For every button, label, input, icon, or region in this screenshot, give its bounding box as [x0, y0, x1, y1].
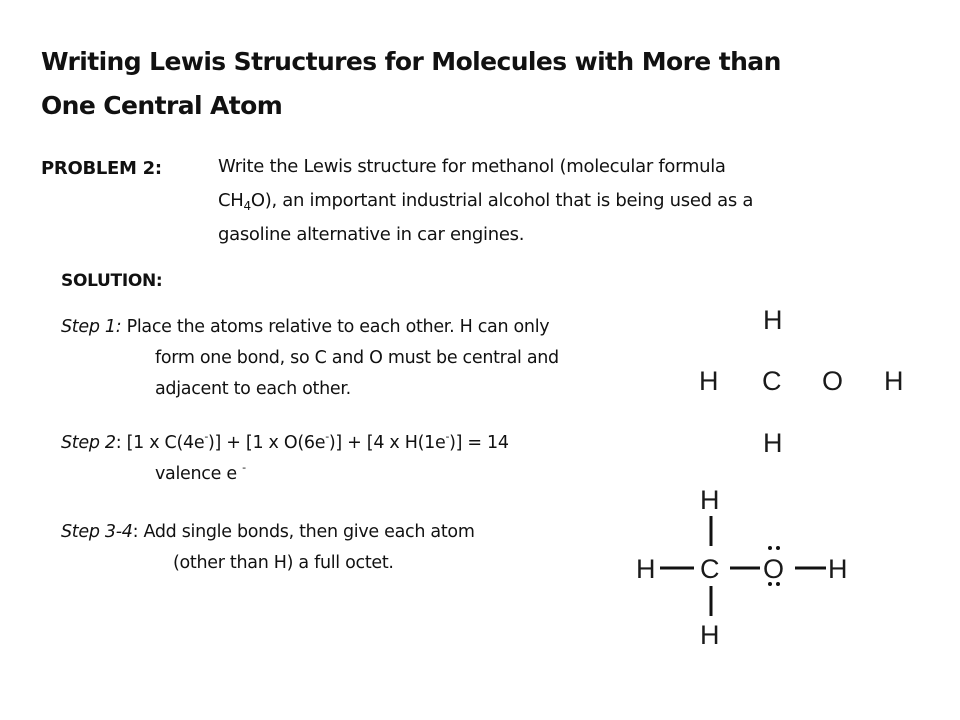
- step-2-sup-3: -: [445, 430, 450, 443]
- skeleton-atom-o: O: [822, 366, 844, 396]
- step-2-lead: Step 2: [61, 433, 116, 453]
- step-1-text-1: Place the atoms relative to each other. H can only: [121, 317, 550, 337]
- skeleton-atom-h-top: H: [763, 305, 783, 335]
- step-3-4-line-2: (other than H) a full octet.: [173, 553, 394, 573]
- lewis-atom-h-bottom: H: [700, 620, 720, 650]
- lewis-atom-c: C: [700, 554, 720, 584]
- problem-line-3: gasoline alternative in car engines.: [218, 224, 525, 245]
- step-2-valence: valence e: [155, 464, 237, 484]
- step-2-sup-1: -: [204, 430, 208, 443]
- step-2-sup-4: -: [242, 461, 246, 474]
- lone-pair-top-electron-1: [768, 546, 772, 550]
- problem-label: PROBLEM 2:: [41, 158, 162, 179]
- step-1-lead: Step 1:: [61, 317, 122, 337]
- skeleton-atom-h-right: H: [884, 366, 904, 396]
- step-3-4-lead: Step 3-4: [61, 522, 133, 542]
- lewis-atom-h-right: H: [828, 554, 848, 584]
- skeleton-atom-c: C: [762, 366, 782, 396]
- lone-pair-top-electron-2: [776, 546, 780, 550]
- step-1-line-3: adjacent to each other.: [155, 379, 351, 399]
- lewis-atom-h-top: H: [700, 485, 720, 515]
- lewis-atom-h-left: H: [636, 554, 656, 584]
- title-line-2: One Central Atom: [41, 91, 283, 120]
- step-1-line-2: form one bond, so C and O must be central and: [155, 348, 559, 368]
- formula-subscript: 4: [243, 199, 251, 213]
- skeleton-atom-h-bottom: H: [763, 428, 783, 458]
- lewis-atom-o: O: [763, 554, 785, 584]
- step-2-part-4: )] = 14: [449, 433, 509, 453]
- step-2-part-1: : [1 x C(4e: [115, 433, 205, 453]
- step-3-4-text-1: : Add single bonds, then give each atom: [132, 522, 475, 542]
- skeleton-atom-h-left: H: [699, 366, 719, 396]
- title-line-1: Writing Lewis Structures for Molecules with More than: [41, 47, 781, 76]
- problem-line-1: Write the Lewis structure for methanol (molecular formula: [218, 156, 726, 177]
- step-2-sup-2: -: [325, 430, 329, 443]
- problem-line-2-rest: O), an important industrial alcohol that is being used as a: [250, 190, 754, 211]
- step-2-part-2: )] + [1 x O(6e: [207, 433, 326, 453]
- formula-ch: CH: [218, 190, 244, 211]
- step-2-part-3: )] + [4 x H(1e: [328, 433, 446, 453]
- solution-label: SOLUTION:: [61, 271, 163, 291]
